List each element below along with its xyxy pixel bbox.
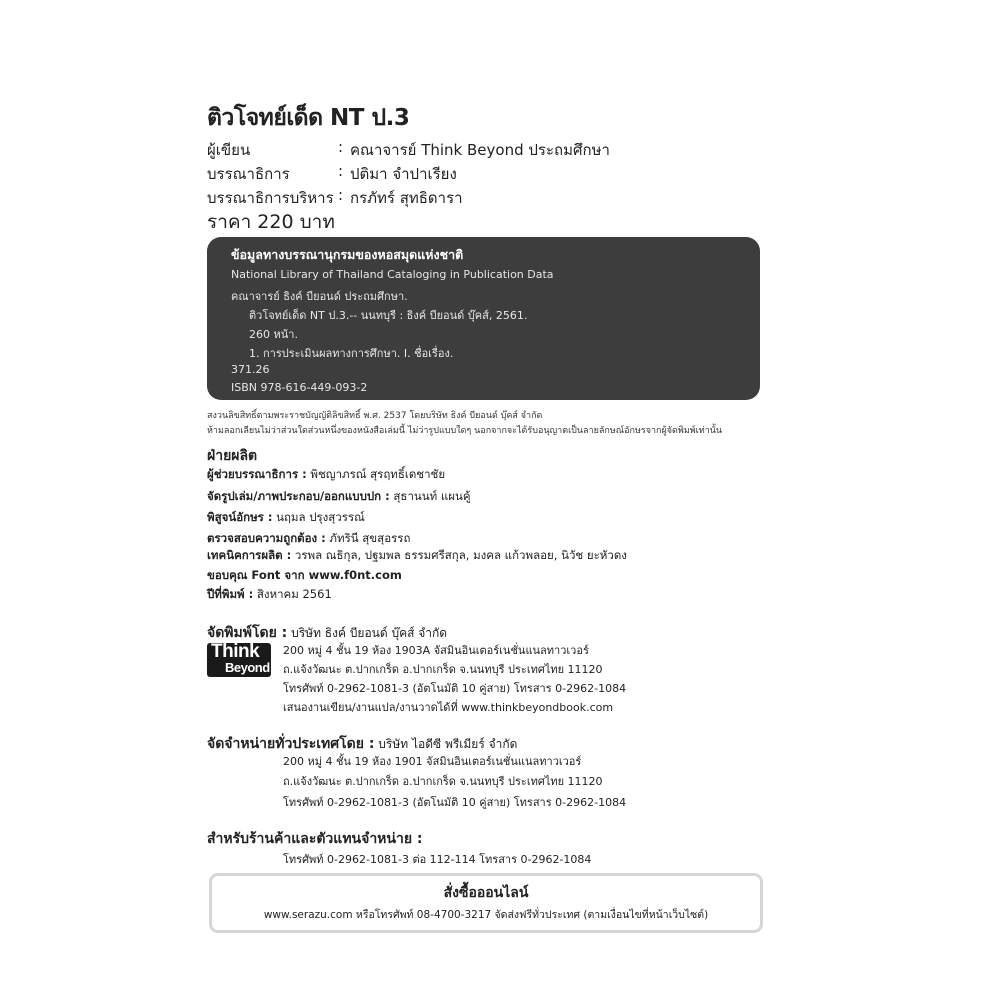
credit-row xyxy=(207,547,627,565)
book-title: ติวโจทย์เด็ด NT ป.3 xyxy=(207,105,410,131)
distributor-address-line: ถ.แจ้งวัฒนะ ต.ปากเกร็ด อ.ปากเกร็ด จ.นนทบุรี ประเทศไทย 11120 xyxy=(283,775,603,788)
distributor-phone-line: โทรศัพท์ 0-2962-1081-3 (อัตโนมัติ 10 คู่สาย) โทรสาร 0-2962-1084 xyxy=(283,796,627,809)
credit-row xyxy=(207,509,365,527)
distributor-name: บริษัท ไอดีซี พรีเมียร์ จำกัด xyxy=(374,737,518,751)
credit-row xyxy=(207,586,332,604)
order-online-box xyxy=(209,873,763,933)
publisher-address-line: 200 หมู่ 4 ชั้น 19 ห้อง 1903A จัสมินอินเตอร์เนชั่นแนลทาวเวอร์ xyxy=(283,644,589,657)
author-label: ผู้เขียน xyxy=(207,141,251,159)
exec-editor-value: กรภัทร์ สุทธิดารา xyxy=(350,189,463,207)
publisher-address-line: ถ.แจ้งวัฒนะ ต.ปากเกร็ด อ.ปากเกร็ด จ.นนทบุรี ประเทศไทย 11120 xyxy=(283,663,603,676)
exec-editor-label: บรรณาธิการบริหาร xyxy=(207,189,334,207)
credit-label: ผู้ช่วยบรรณาธิการ : xyxy=(207,467,307,481)
logo-text-beyond: Beyond xyxy=(225,660,270,675)
credit-value: วรพล ณธิกุล, ปฐมพล ธรรมศรีสกุล, มงคล แก้วพลอย, นิวัช ยะหัวดง xyxy=(291,548,627,562)
distributor-address-line: 200 หมู่ 4 ชั้น 19 ห้อง 1901 จัสมินอินเตอร์เนชั่นแนลทาวเวอร์ xyxy=(283,755,582,768)
credit-label: ปีที่พิมพ์ : xyxy=(207,587,254,601)
credit-label: ขอบคุณ Font จาก www.f0nt.com xyxy=(207,568,402,582)
author-value: คณาจารย์ Think Beyond ประถมศึกษา xyxy=(350,141,610,159)
publisher-website-line: เสนองานเขียน/งานแปล/งานวาดได้ที่ www.thinkbeyondbook.com xyxy=(283,701,614,714)
credit-row xyxy=(207,488,471,506)
cip-line: 371.26 xyxy=(231,363,270,376)
copyright-line: สงวนลิขสิทธิ์ตามพระราชบัญญัติลิขสิทธิ์ พ.ศ. 2537 โดยบริษัท ธิงค์ บียอนด์ บุ๊คส์ จำกัด xyxy=(207,411,543,421)
credit-label: พิสูจน์อักษร : xyxy=(207,510,273,524)
production-title: ฝ่ายผลิต xyxy=(207,448,258,464)
credit-value: นฤมล ปรุงสุวรรณ์ xyxy=(272,510,365,524)
dealers-label: สำหรับร้านค้าและตัวแทนจำหน่าย : xyxy=(207,831,423,847)
order-online-title: สั่งซื้อออนไลน์ xyxy=(443,885,529,901)
cip-line: ติวโจทย์เด็ด NT ป.3.-- นนทบุรี : ธิงค์ บียอนด์ บุ๊คส์, 2561. xyxy=(249,309,528,322)
copyright-line: ห้ามลอกเลียนไม่ว่าส่วนใดส่วนหนึ่งของหนังสือเล่มนี้ ไม่ว่ารูปแบบใดๆ นอกจากจะได้รับอนุญาตเป็นลายลักษณ์อักษรจากผู้จัดพิมพ์เท่านั้น xyxy=(207,426,723,436)
think-beyond-logo xyxy=(207,643,271,677)
credit-value: สุธานนท์ แผนคู้ xyxy=(389,489,471,503)
credit-row xyxy=(207,466,445,484)
credit-label: จัดรูปเล่ม/ภาพประกอบ/ออกแบบปก : xyxy=(207,489,390,503)
logo-text-think: Think xyxy=(211,641,260,662)
cip-isbn: ISBN 978-616-449-093-2 xyxy=(231,381,368,394)
editor-value: ปติมา จำปาเรียง xyxy=(350,165,457,183)
credit-label: เทคนิคการผลิต : xyxy=(207,548,292,562)
credit-value: พิชญาภรณ์ สุรฤทธิ์เดชาชัย xyxy=(306,467,446,481)
cip-line: 1. การประเมินผลทางการศึกษา. I. ชื่อเรื่อง. xyxy=(249,347,454,360)
author-colon: : xyxy=(338,138,344,156)
credit-row xyxy=(207,530,410,548)
publisher-label: จัดพิมพ์โดย : xyxy=(207,625,288,641)
credit-value: สิงหาคม 2561 xyxy=(253,587,332,601)
credit-label: ตรวจสอบความถูกต้อง : xyxy=(207,531,326,545)
price: ราคา 220 บาท xyxy=(207,211,335,233)
cip-line: 260 หน้า. xyxy=(249,328,298,341)
dealers-phone-line: โทรศัพท์ 0-2962-1081-3 ต่อ 112-114 โทรสาร 0-2962-1084 xyxy=(283,853,592,866)
order-online-line: www.serazu.com หรือโทรศัพท์ 08-4700-3217 จัดส่งฟรีทั่วประเทศ (ตามเงื่อนไขที่หน้าเว็บไซต์) xyxy=(263,909,709,921)
publisher-phone-line: โทรศัพท์ 0-2962-1081-3 (อัตโนมัติ 10 คู่สาย) โทรสาร 0-2962-1084 xyxy=(283,682,627,695)
publisher-name: บริษัท ธิงค์ บียอนด์ บุ๊คส์ จำกัด xyxy=(287,626,448,640)
cip-line: National Library of Thailand Cataloging in Publication Data xyxy=(231,268,554,281)
distributor-label: จัดจำหน่ายทั่วประเทศโดย : xyxy=(207,736,375,752)
credit-value: ภัทรินี สุขสุอรรถ xyxy=(325,531,411,545)
exec-editor-colon: : xyxy=(338,186,344,204)
editor-colon: : xyxy=(338,162,344,180)
cip-line: คณาจารย์ ธิงค์ บียอนด์ ประถมศึกษา. xyxy=(231,290,408,303)
editor-label: บรรณาธิการ xyxy=(207,165,290,183)
cip-heading: ข้อมูลทางบรรณานุกรมของหอสมุดแห่งชาติ xyxy=(231,247,464,262)
cip-box xyxy=(207,237,760,400)
credit-row xyxy=(207,567,402,585)
